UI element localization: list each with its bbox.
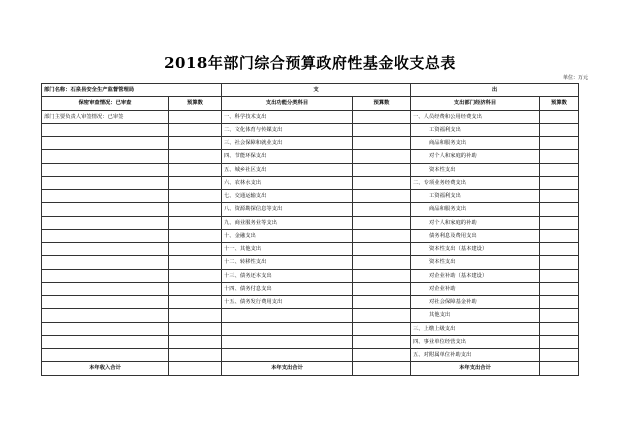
income-budget-cell [169,335,222,348]
econ-budget-cell [540,296,579,309]
func-subject-cell [222,335,353,348]
econ-budget-cell [540,349,579,362]
income-budget-cell [169,203,222,216]
econ-budget-cell [540,256,579,269]
func-budget-cell [353,163,411,176]
func-subject-cell: 二、文化体育与传媒支出 [222,123,353,136]
header-row-2 [42,97,579,110]
income-cell [42,229,169,242]
income-total-value [169,362,222,375]
income-cell [42,335,169,348]
income-cell [42,296,169,309]
table-row [42,190,579,203]
expense-total-value-1 [353,362,411,375]
func-subject-cell [222,322,353,335]
income-cell [42,309,169,322]
econ-subject-cell: 二、专项业务经费支出 [411,176,540,189]
func-budget-cell [353,309,411,322]
econ-subject-cell: 债务利息及费用支出 [411,229,540,242]
econ-subject-cell: 其他支出 [411,309,540,322]
table-row [42,349,579,362]
func-budget-cell [353,349,411,362]
econ-subject-cell: 商品和服务支出 [411,203,540,216]
table-row [42,335,579,348]
econ-subject-cell: 对个人和家庭的补助 [411,150,540,163]
func-subject-cell [222,349,353,362]
econ-subject-cell: 对企业补助 [411,282,540,295]
econ-budget-cell [540,123,579,136]
func-budget-cell [353,243,411,256]
table-row [42,123,579,136]
totals-row [42,362,579,375]
income-budget-cell [169,190,222,203]
econ-subject-cell: 四、事业单位经营支出 [411,335,540,348]
page-title: 2018年部门综合预算政府性基金收支总表 [164,54,456,72]
income-budget-cell [169,282,222,295]
func-subject-cell: 七、交通运输支出 [222,190,353,203]
func-subject-cell: 十五、债务发行费用支出 [222,296,353,309]
income-budget-cell [169,243,222,256]
income-cell [42,256,169,269]
income-budget-cell [169,256,222,269]
income-cell [42,137,169,150]
func-subject-cell [222,309,353,322]
income-budget-cell [169,163,222,176]
func-budget-cell [353,190,411,203]
table-row [42,282,579,295]
func-budget-cell [353,216,411,229]
expense-total-value-2 [540,362,579,375]
table-row [42,176,579,189]
table-row [42,243,579,256]
income-budget-cell [169,296,222,309]
income-cell [42,269,169,282]
table-row [42,163,579,176]
econ-budget-cell [540,137,579,150]
income-cell [42,282,169,295]
econ-subject-cell: 对个人和家庭的补助 [411,216,540,229]
table-row [42,203,579,216]
econ-budget-cell [540,163,579,176]
income-budget-cell [169,309,222,322]
func-subject-cell: 五、城乡社区支出 [222,163,353,176]
func-budget-cell [353,229,411,242]
econ-subject-cell: 对企业补助（基本建设） [411,269,540,282]
econ-budget-cell [540,190,579,203]
table-row [42,309,579,322]
table-row [42,296,579,309]
income-cell [42,349,169,362]
func-budget-cell [353,335,411,348]
func-budget-cell [353,256,411,269]
income-cell [42,203,169,216]
income-total-label: 本年收入合计 [42,362,169,375]
func-budget-cell [353,203,411,216]
econ-budget-cell [540,229,579,242]
econ-budget-cell [540,269,579,282]
col-budget-1: 预算数 [169,97,222,110]
func-budget-cell [353,282,411,295]
func-subject-cell: 十、金融支出 [222,229,353,242]
income-budget-cell [169,176,222,189]
func-subject-cell: 十三、债务还本支出 [222,269,353,282]
func-subject-cell: 十四、债务付息支出 [222,282,353,295]
table-row [42,229,579,242]
econ-budget-cell [540,243,579,256]
func-budget-cell [353,296,411,309]
econ-budget-cell [540,282,579,295]
func-subject-cell: 一、科学技术支出 [222,110,353,123]
table-row [42,110,579,123]
income-cell [42,190,169,203]
header-row-1 [42,84,579,97]
table-row [42,216,579,229]
income-cell [42,123,169,136]
econ-budget-cell [540,110,579,123]
income-budget-cell [169,349,222,362]
func-budget-cell [353,176,411,189]
income-cell [42,176,169,189]
func-budget-cell [353,322,411,335]
func-budget-cell [353,123,411,136]
income-cell [42,322,169,335]
expense-header-chu: 出 [411,84,579,97]
table-row [42,137,579,150]
income-budget-cell [169,110,222,123]
col-econ-subject: 支出部门经济科目 [411,97,540,110]
func-subject-cell: 三、社会保障和就业支出 [222,137,353,150]
table-row [42,150,579,163]
col-budget-3: 预算数 [540,97,579,110]
func-subject-cell: 八、资源勘探信息等支出 [222,203,353,216]
income-budget-cell [169,229,222,242]
econ-budget-cell [540,176,579,189]
income-budget-cell [169,322,222,335]
expense-total-label-2: 本年支出合计 [411,362,540,375]
econ-subject-cell: 一、人员经费和公用经费支出 [411,110,540,123]
econ-subject-cell: 工资福利支出 [411,190,540,203]
income-budget-cell [169,123,222,136]
income-cell [42,150,169,163]
econ-subject-cell: 商品和服务支出 [411,137,540,150]
table-row [42,269,579,282]
income-budget-cell [169,216,222,229]
income-cell [42,216,169,229]
func-subject-cell: 十一、其他支出 [222,243,353,256]
func-subject-cell: 四、节能环保支出 [222,150,353,163]
dept-name-cell: 部门名称：石泉县安全生产监督管理局 [42,84,222,97]
econ-subject-cell: 工资福利支出 [411,123,540,136]
expense-header-zhi: 支 [222,84,411,97]
income-budget-cell [169,137,222,150]
func-subject-cell: 九、商业服务业等支出 [222,216,353,229]
econ-subject-cell: 三、上缴上级支出 [411,322,540,335]
col-budget-2: 预算数 [353,97,411,110]
econ-budget-cell [540,203,579,216]
econ-subject-cell: 资本性支出（基本建设） [411,243,540,256]
econ-subject-cell: 对社会保障基金补助 [411,296,540,309]
econ-subject-cell: 资本性支出 [411,256,540,269]
func-budget-cell [353,137,411,150]
income-cell [42,163,169,176]
func-subject-cell: 六、农林水支出 [222,176,353,189]
expense-total-label-1: 本年支出合计 [222,362,353,375]
func-subject-cell: 十二、转移性支出 [222,256,353,269]
income-budget-cell [169,269,222,282]
income-cell [42,243,169,256]
col-func-subject: 支出功能分类科目 [222,97,353,110]
econ-budget-cell [540,216,579,229]
econ-budget-cell [540,335,579,348]
income-cell: 部门主要负责人审签情况：已审签 [42,110,169,123]
func-budget-cell [353,150,411,163]
func-budget-cell [353,110,411,123]
budget-table [41,83,579,376]
review-status-cell: 保密审查情况：已审查 [42,97,169,110]
func-budget-cell [353,269,411,282]
econ-budget-cell [540,309,579,322]
econ-budget-cell [540,150,579,163]
econ-budget-cell [540,322,579,335]
econ-subject-cell: 五、对附属单位补助支出 [411,349,540,362]
unit-label: 单位：万元 [563,75,589,81]
income-budget-cell [169,150,222,163]
table-row [42,322,579,335]
econ-subject-cell: 资本性支出 [411,163,540,176]
table-row [42,256,579,269]
